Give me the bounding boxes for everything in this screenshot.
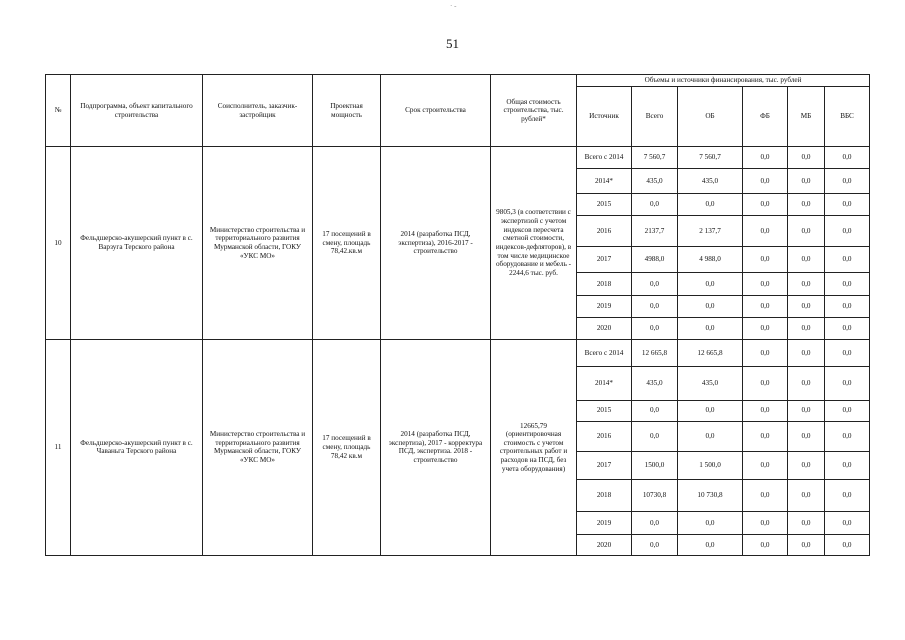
total-cell: 0,0 [632, 400, 678, 421]
source-cell: 2014* [577, 169, 632, 194]
mb-cell: 0,0 [788, 194, 825, 216]
source-cell: 2014* [577, 367, 632, 401]
source-cell: 2016 [577, 216, 632, 246]
table-row [46, 339, 870, 366]
source-cell: 2017 [577, 246, 632, 272]
header-term: Срок строительства [381, 75, 491, 147]
vbs-cell: 0,0 [825, 480, 870, 511]
fb-cell: 0,0 [743, 421, 788, 451]
header-subprogram: Подпрограмма, объект капитального строительства [71, 75, 203, 147]
object-name: Фельдшерско-акушерский пункт в с. Варзуга Терского района [71, 147, 203, 340]
total-cell: 7 560,7 [632, 147, 678, 169]
total-cell: 0,0 [632, 534, 678, 555]
fb-cell: 0,0 [743, 534, 788, 555]
table-row [46, 147, 870, 169]
mb-cell: 0,0 [788, 147, 825, 169]
total-cell: 0,0 [632, 194, 678, 216]
mb-cell: 0,0 [788, 367, 825, 401]
mb-cell: 0,0 [788, 511, 825, 534]
mb-cell: 0,0 [788, 480, 825, 511]
total-cell: 0,0 [632, 511, 678, 534]
header-ob: ОБ [678, 87, 743, 147]
source-cell: Всего с 2014 [577, 147, 632, 169]
vbs-cell: 0,0 [825, 295, 870, 317]
fb-cell: 0,0 [743, 367, 788, 401]
source-cell: 2020 [577, 317, 632, 339]
source-cell: 2019 [577, 295, 632, 317]
source-cell: 2016 [577, 421, 632, 451]
mb-cell: 0,0 [788, 295, 825, 317]
total-cell: 2137,7 [632, 216, 678, 246]
program-table [45, 74, 870, 556]
fb-cell: 0,0 [743, 452, 788, 480]
vbs-cell: 0,0 [825, 452, 870, 480]
ob-cell: 435,0 [678, 169, 743, 194]
ob-cell: 0,0 [678, 511, 743, 534]
total-cell: 0,0 [632, 317, 678, 339]
page-number: 51 [446, 36, 459, 51]
mb-cell: 0,0 [788, 452, 825, 480]
fb-cell: 0,0 [743, 272, 788, 295]
object-name: Фельдшерско-акушерский пункт в с. Чаваньга Терского района [71, 339, 203, 555]
mb-cell: 0,0 [788, 272, 825, 295]
vbs-cell: 0,0 [825, 511, 870, 534]
vbs-cell: 0,0 [825, 421, 870, 451]
header-coexecutor: Соисполнитель, заказчик-застройщик [203, 75, 313, 147]
ob-cell: 0,0 [678, 534, 743, 555]
header-mb: МБ [788, 87, 825, 147]
capacity-cell: 17 посещений в смену, площадь 78,42.кв.м [313, 147, 381, 340]
total-cell: 435,0 [632, 169, 678, 194]
total-cell: 0,0 [632, 421, 678, 451]
vbs-cell: 0,0 [825, 216, 870, 246]
ob-cell: 2 137,7 [678, 216, 743, 246]
table-body [46, 147, 870, 556]
total-cell: 4988,0 [632, 246, 678, 272]
fb-cell: 0,0 [743, 216, 788, 246]
fb-cell: 0,0 [743, 400, 788, 421]
fb-cell: 0,0 [743, 147, 788, 169]
mb-cell: 0,0 [788, 534, 825, 555]
fb-cell: 0,0 [743, 480, 788, 511]
vbs-cell: 0,0 [825, 367, 870, 401]
total-cell: 1500,0 [632, 452, 678, 480]
source-cell: 2019 [577, 511, 632, 534]
fb-cell: 0,0 [743, 295, 788, 317]
fb-cell: 0,0 [743, 511, 788, 534]
ob-cell: 0,0 [678, 421, 743, 451]
header-source: Источник [577, 87, 632, 147]
term-cell: 2014 (разработка ПСД, экспертиза), 2017 - корректура ПСД, экспертиза. 2018 - строительство [381, 339, 491, 555]
vbs-cell: 0,0 [825, 339, 870, 366]
header-vbs: ВБС [825, 87, 870, 147]
ob-cell: 12 665,8 [678, 339, 743, 366]
coexecutor-cell: Министерство строительства и территориального развития Мурманской области, ГОКУ «УКС МО» [203, 339, 313, 555]
ob-cell: 0,0 [678, 194, 743, 216]
source-cell: 2015 [577, 194, 632, 216]
vbs-cell: 0,0 [825, 317, 870, 339]
vbs-cell: 0,0 [825, 246, 870, 272]
total-cell: 10730,8 [632, 480, 678, 511]
project-number: 10 [46, 147, 71, 340]
ob-cell: 435,0 [678, 367, 743, 401]
project-number: 11 [46, 339, 71, 555]
header-cost: Общая стоимость строительства, тыс. рублей* [491, 75, 577, 147]
capacity-cell: 17 посещений в смену, площадь 78,42 кв.м [313, 339, 381, 555]
fb-cell: 0,0 [743, 317, 788, 339]
ob-cell: 10 730,8 [678, 480, 743, 511]
total-cell: 435,0 [632, 367, 678, 401]
vbs-cell: 0,0 [825, 194, 870, 216]
total-cell: 0,0 [632, 272, 678, 295]
source-cell: 2015 [577, 400, 632, 421]
ob-cell: 0,0 [678, 400, 743, 421]
ob-cell: 0,0 [678, 295, 743, 317]
header-financing: Объемы и источники финансирования, тыс. рублей [577, 75, 870, 87]
source-cell: 2018 [577, 272, 632, 295]
ob-cell: 0,0 [678, 272, 743, 295]
mb-cell: 0,0 [788, 400, 825, 421]
source-cell: Всего с 2014 [577, 339, 632, 366]
ob-cell: 7 560,7 [678, 147, 743, 169]
source-cell: 2017 [577, 452, 632, 480]
mb-cell: 0,0 [788, 421, 825, 451]
scan-speck: · - [450, 2, 457, 10]
ob-cell: 0,0 [678, 317, 743, 339]
cost-cell: 12665,79 (ориентировочная стоимость с учетом строительных работ и расходов на ПСД, без учета оборудования) [491, 339, 577, 555]
source-cell: 2018 [577, 480, 632, 511]
ob-cell: 4 988,0 [678, 246, 743, 272]
header-no: № [46, 75, 71, 147]
header-fb: ФБ [743, 87, 788, 147]
header-total: Всего [632, 87, 678, 147]
vbs-cell: 0,0 [825, 147, 870, 169]
cost-cell: 9805,3 (в соответствии с экспертизой с учетом индексов пересчета сметной стоимости, индексов-дефляторов), в том числе медицинское оборудование и мебель - 2244,6 тыс. руб. [491, 147, 577, 340]
vbs-cell: 0,0 [825, 272, 870, 295]
vbs-cell: 0,0 [825, 534, 870, 555]
total-cell: 0,0 [632, 295, 678, 317]
mb-cell: 0,0 [788, 246, 825, 272]
coexecutor-cell: Министерство строительства и территориального развития Мурманской области, ГОКУ «УКС МО» [203, 147, 313, 340]
vbs-cell: 0,0 [825, 169, 870, 194]
fb-cell: 0,0 [743, 246, 788, 272]
mb-cell: 0,0 [788, 216, 825, 246]
header-capacity: Проектная мощность [313, 75, 381, 147]
fb-cell: 0,0 [743, 194, 788, 216]
ob-cell: 1 500,0 [678, 452, 743, 480]
fb-cell: 0,0 [743, 339, 788, 366]
fb-cell: 0,0 [743, 169, 788, 194]
term-cell: 2014 (разработка ПСД, экспертиза), 2016-2017 - строительство [381, 147, 491, 340]
mb-cell: 0,0 [788, 339, 825, 366]
mb-cell: 0,0 [788, 317, 825, 339]
vbs-cell: 0,0 [825, 400, 870, 421]
total-cell: 12 665,8 [632, 339, 678, 366]
mb-cell: 0,0 [788, 169, 825, 194]
source-cell: 2020 [577, 534, 632, 555]
